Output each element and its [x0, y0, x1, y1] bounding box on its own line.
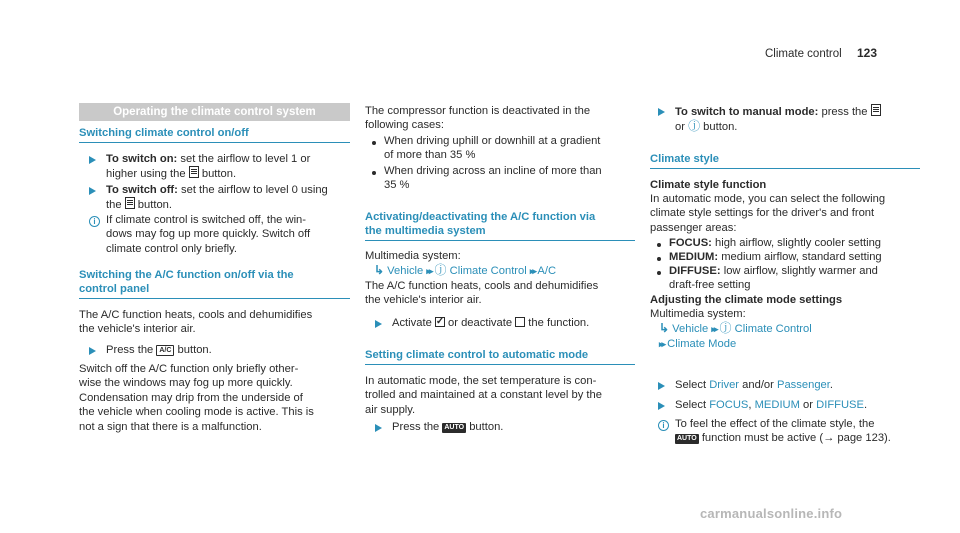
subheading-rule	[365, 364, 635, 365]
step-arrow-icon	[89, 347, 96, 355]
heading-climate-style-function: Climate style function	[650, 179, 767, 191]
step-select-area: Select Driver and/or Passenger.	[675, 379, 833, 391]
watermark: carmanualsonline.info	[700, 506, 843, 521]
step-select-style: Select FOCUS, MEDIUM or DIFFUSE.	[675, 399, 868, 411]
paragraph: Switch off the A/C function only briefly other- wise the windows may fog up more quickly. Condensation may drip from the underside of the vehicle when cooling mode is active. This is not a sign that there is a malfunction.	[79, 363, 314, 433]
step-press-ac: Press the A/C button.	[106, 344, 212, 356]
step-arrow-icon	[658, 382, 665, 390]
list-item: When driving uphill or downhill at a gradient of more than 35 %	[384, 135, 601, 162]
paragraph: In automatic mode, the set temperature is con- trolled and maintained at a constant level by the air supply.	[365, 375, 602, 416]
step-arrow-icon	[89, 187, 96, 195]
checkbox-checked-icon	[435, 317, 445, 327]
paragraph: The A/C function heats, cools and dehumidifies the vehicle's interior air.	[79, 309, 313, 336]
info-note: To feel the effect of the climate style, the AUTO function must be active (→ page 123).	[675, 418, 891, 445]
subheading-rule	[365, 240, 635, 241]
fan-icon	[125, 197, 135, 209]
fan-icon	[871, 104, 881, 116]
subheading-rule	[650, 168, 920, 169]
page-number: 123	[857, 46, 878, 60]
heading-adjusting-climate-mode: Adjusting the climate mode settings	[650, 294, 843, 306]
paragraph: The compressor function is deactivated in the following cases:	[365, 105, 591, 132]
info-icon: i	[658, 420, 669, 431]
bullet	[372, 171, 376, 175]
list-item-diffuse: DIFFUSE: low airflow, slightly warmer and draft-free setting	[669, 265, 878, 292]
menu-path: Multimedia system: ↳ Vehicle ▸▸ ⓙ Climate Control ▸▸ A/C The A/C function heats, cools and dehumidifies the vehicle's interior air.	[365, 250, 599, 307]
subheading-switch-on-off: Switching climate control on/off	[79, 127, 249, 139]
climate-icon: ⓙ	[434, 263, 447, 278]
step-arrow-icon	[89, 156, 96, 164]
subheading-climate-style: Climate style	[650, 153, 720, 165]
step-arrow-icon	[375, 424, 382, 432]
bullet	[372, 141, 376, 145]
bullet	[657, 243, 661, 247]
info-note: If climate control is switched off, the win- dows may fog up more quickly. Switch off climate control only briefly.	[106, 214, 311, 255]
climate-icon: ⓙ	[719, 321, 732, 336]
chevron-right-icon: ▸▸	[426, 266, 432, 277]
ac-button-icon: A/C	[156, 345, 174, 356]
info-icon: i	[89, 216, 100, 227]
list-item-focus: FOCUS: high airflow, slightly cooler setting	[669, 237, 882, 249]
chevron-right-icon: ▸▸	[711, 324, 717, 335]
subheading-rule	[79, 142, 350, 143]
subheading-rule	[79, 298, 350, 299]
step-arrow-icon	[658, 108, 665, 116]
auto-button-icon: AUTO	[444, 424, 465, 431]
checkbox-unchecked-icon	[515, 317, 525, 327]
fan-icon	[189, 166, 199, 178]
bullet	[657, 271, 661, 275]
subheading-ac-multimedia: Activating/deactivating the A/C function via the multimedia system	[365, 211, 596, 237]
subheading-ac-control-panel: Switching the A/C function on/off via the control panel	[79, 269, 294, 295]
chevron-right-icon: ▸▸	[529, 266, 535, 277]
list-item-medium: MEDIUM: medium airflow, standard setting	[669, 251, 882, 263]
step-arrow-icon	[375, 320, 382, 328]
running-header: Climate control	[765, 48, 842, 60]
path-arrow-icon: ↳	[659, 321, 670, 336]
step-activate: Activate ✓ or deactivate the function.	[392, 316, 642, 330]
chevron-right-icon: ▸▸	[659, 338, 665, 349]
subheading-automatic-mode: Setting climate control to automatic mode	[365, 349, 589, 361]
auto-button-icon: AUTO	[677, 435, 697, 443]
step-arrow-icon	[658, 402, 665, 410]
step-switch-on: To switch on: set the airflow to level 1 or higher using the button.	[106, 153, 311, 181]
step-press-auto: Press the AUTO button.	[392, 421, 504, 433]
step-manual-mode: To switch to manual mode: press the or ⓙ button.	[675, 104, 925, 135]
bullet	[657, 257, 661, 261]
section-title: Operating the climate control system	[79, 103, 350, 121]
paragraph: In automatic mode, you can select the following climate style settings for the driver's and front passenger areas:	[650, 193, 886, 234]
step-switch-off: To switch off: set the airflow to level 0 using the button.	[106, 184, 328, 212]
list-item: When driving across an incline of more than 35 %	[384, 165, 602, 192]
air-distribution-icon: ⓙ	[688, 119, 701, 134]
menu-path: Multimedia system: ↳ Vehicle ▸▸ ⓙ Climate Control ▸▸ Climate Mode	[650, 308, 812, 350]
path-arrow-icon: ↳	[374, 263, 385, 278]
